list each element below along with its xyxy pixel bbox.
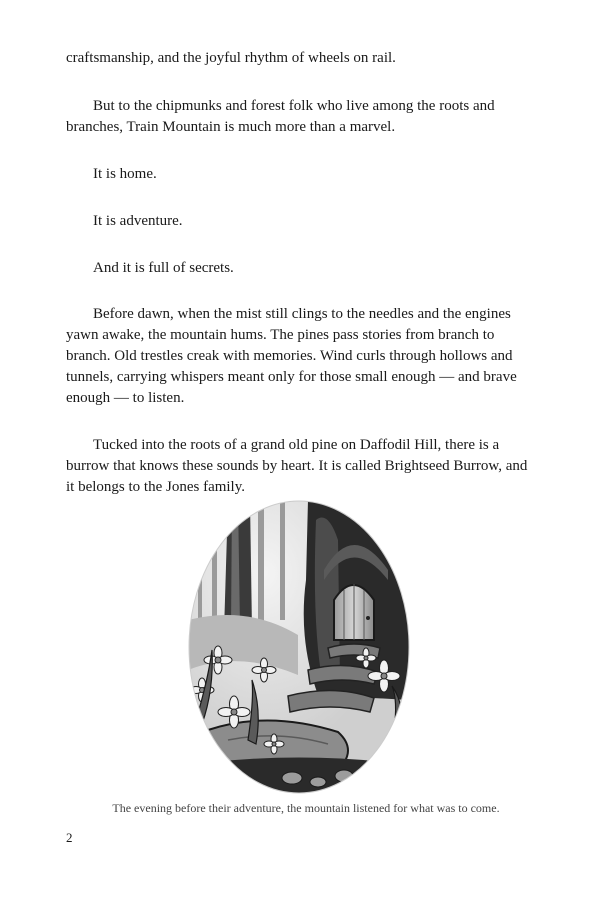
figure-caption: The evening before their adventure, the mountain listened for what was to come. (112, 801, 500, 815)
paragraph-continued: craftsmanship, and the joyful rhythm of wheels on rail. (66, 50, 396, 66)
paragraph-home: It is home. (93, 166, 157, 182)
paragraph-burrow: Tucked into the roots of a grand old pine on Daffodil Hill, there is a burrow that knows these sounds by heart. It is called Brightseed Burrow, and it belongs to the Jones family. (66, 437, 528, 495)
burrow-illustration (188, 500, 410, 794)
paragraph-adventure: It is adventure. (93, 213, 183, 229)
paragraph-forest-folk: But to the chipmunks and forest folk who live among the roots and branches, Train Mountain is much more than a marvel. (66, 98, 495, 135)
page-number: 2 (66, 830, 73, 845)
paragraph-before-dawn: Before dawn, when the mist still clings to the needles and the engines yawn awake, the mountain hums. The pines pass stories from branch to branch. Old trestles creak with memories. Wind curls through hollows and tunnels, carrying whispers meant only for those small enough — and brave enough — to listen. (66, 306, 517, 406)
paragraph-secrets: And it is full of secrets. (93, 260, 234, 276)
